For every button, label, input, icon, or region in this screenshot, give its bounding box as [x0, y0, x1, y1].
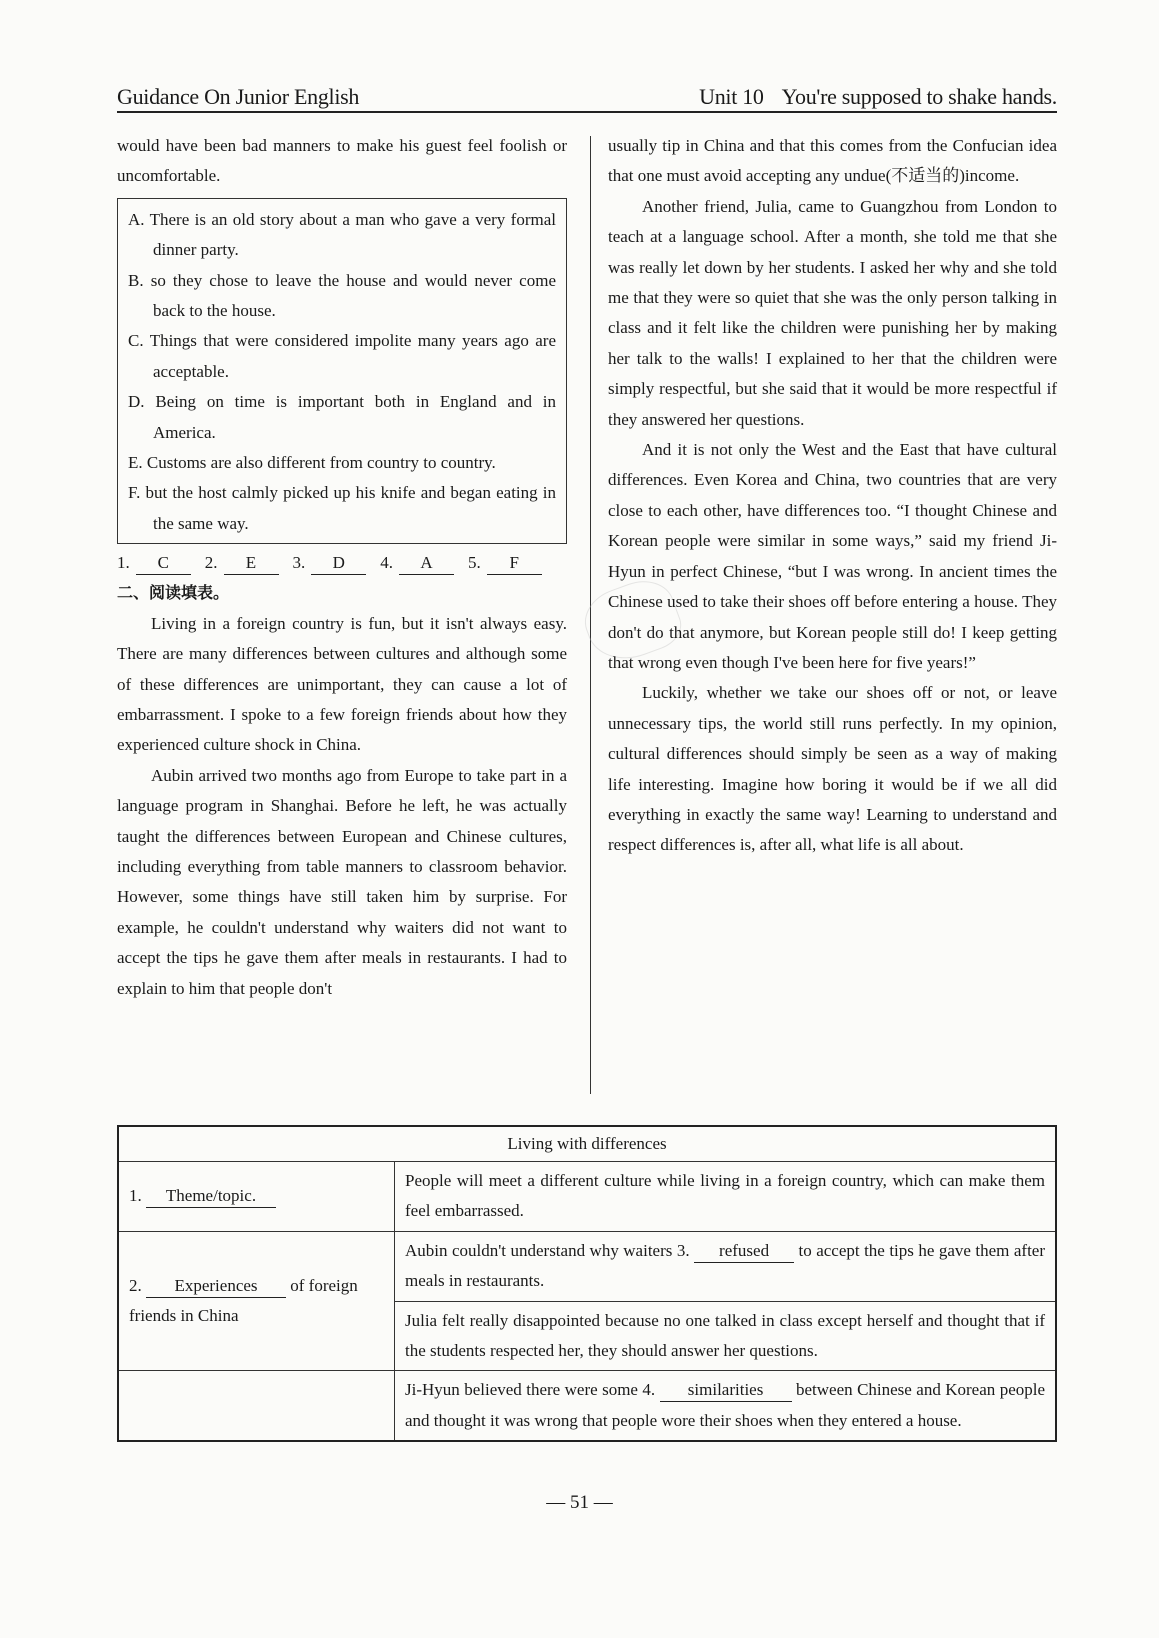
- option-e: E. Customs are also different from country to country.: [128, 453, 496, 473]
- book-title: Guidance On Junior English: [117, 84, 360, 109]
- answer-1: 1. C: [117, 548, 191, 578]
- table-row: [118, 1162, 1056, 1232]
- table-row: [118, 1371, 1056, 1441]
- answer-blank[interactable]: D: [311, 552, 366, 575]
- row1-content: People will meet a different culture while living in a foreign country, which can make them feel embarrassed.: [395, 1162, 1057, 1232]
- row2-julia: Julia felt really disappointed because no one talked in class except herself and thought that if the students respected her, they should answer her questions.: [395, 1301, 1057, 1371]
- answer-2: 2. E: [205, 548, 279, 578]
- answer-blank[interactable]: C: [136, 552, 191, 575]
- right-column: [608, 131, 1057, 861]
- passage-paragraph-julia: Another friend, Julia, came to Guangzhou from London to teach at a language school. After a month, she told me that she was really let down by her students. I asked her why and she told me that they were so quiet that she was the only person talking in class and it felt like the children were punishing her by making her talk to the walls! I explained to her that the children were simply respectful, but she said that it would be more respectful if they answered her questions.: [608, 196, 1057, 429]
- section-title: 二、阅读填表。: [117, 583, 230, 603]
- answer-row: [117, 548, 567, 578]
- unit-heading: [699, 83, 1057, 111]
- option-a: A. There is an old story about a man who gave a very formal dinner party.: [128, 209, 556, 260]
- option-b: B. so they chose to leave the house and would never come back to the house.: [128, 270, 556, 321]
- continued-paragraph: would have been bad manners to make his guest feel foolish or uncomfortable.: [117, 136, 567, 186]
- page-number: — 51 —: [546, 1492, 613, 1513]
- unit-title: You're supposed to shake hands.: [781, 84, 1057, 109]
- unit-number: Unit 10: [699, 84, 764, 109]
- row2-aubin: Aubin couldn't understand why waiters 3. refused to accept the tips he gave them after meals in restaurants.: [395, 1231, 1057, 1301]
- blank-1[interactable]: Theme/topic.: [146, 1185, 276, 1208]
- left-column: [117, 131, 567, 1004]
- answer-blank[interactable]: F: [487, 552, 542, 575]
- blank-3[interactable]: refused: [694, 1240, 794, 1263]
- option-f: F. but the host calmly picked up his knife and began eating in the same way.: [128, 483, 557, 533]
- row2-label: 2. Experiences of foreign friends in China: [118, 1231, 395, 1371]
- passage-paragraph-conclusion: Luckily, whether we take our shoes off or not, or leave unnecessary tips, the world still runs perfectly. In my opinion, cultural differences should simply be seen as a way of making life interesting. Imagine how boring it would be if we all did everything in exactly the same way! Learning to understand and respect differences is, after all, what life is all about.: [608, 683, 1057, 855]
- option-d: D. Being on time is important both in England and in America.: [128, 392, 556, 442]
- options-box: [117, 198, 567, 544]
- row3-label: [118, 1371, 395, 1441]
- row1-label: 1. Theme/topic.: [118, 1162, 395, 1232]
- blank-2[interactable]: Experiences: [146, 1275, 286, 1298]
- blank-4[interactable]: similarities: [660, 1379, 792, 1402]
- summary-table: [117, 1125, 1057, 1442]
- answer-blank[interactable]: E: [224, 552, 279, 575]
- answer-3: 3. D: [293, 548, 367, 578]
- row3-jihyun: Ji-Hyun believed there were some 4. similarities between Chinese and Korean people and thought it was wrong that people wore their shoes when they entered a house.: [395, 1371, 1057, 1441]
- answer-4: 4. A: [380, 548, 454, 578]
- passage-paragraph-continued: usually tip in China and that this comes from the Confucian idea that one must avoid accepting any undue(不适当的)income.: [608, 136, 1057, 186]
- passage-paragraph-1: Living in a foreign country is fun, but it isn't always easy. There are many differences between cultures and although some of these differences are unimportant, they can cause a lot of embarrassment. I spoke to a few foreign friends about how they experienced culture shock in China.: [117, 613, 567, 755]
- option-c: C. Things that were considered impolite many years ago are acceptable.: [128, 331, 556, 381]
- passage-paragraph-2: Aubin arrived two months ago from Europe to take part in a language program in Shanghai. Before he left, he was actually taught the differences between European and Chinese cultures, including everything from table manners to classroom behavior. However, some things have still taken him by surprise. For example, he couldn't understand why waiters did not want to accept the tips he gave them after meals in restaurants. I had to explain to him that people don't: [117, 765, 567, 998]
- table-row: [118, 1231, 1056, 1301]
- answer-5: 5. F: [468, 548, 542, 578]
- answer-blank[interactable]: A: [399, 552, 454, 575]
- passage-paragraph-jihyun: And it is not only the West and the East that have cultural differences. Even Korea and China, two countries that are very close to each other, have differences too. “I thought Chinese and Korean people were similar in some ways,” said my friend Ji-Hyun in perfect Chinese, “but I was wrong. In ancient times the Chinese used to take their shoes off before entering a house. They don't do that anymore, but Korean people still do! I keep getting that wrong even though I've been here for five years!”: [608, 440, 1057, 672]
- page-header: [117, 80, 1057, 113]
- table-title: Living with differences: [118, 1126, 1056, 1162]
